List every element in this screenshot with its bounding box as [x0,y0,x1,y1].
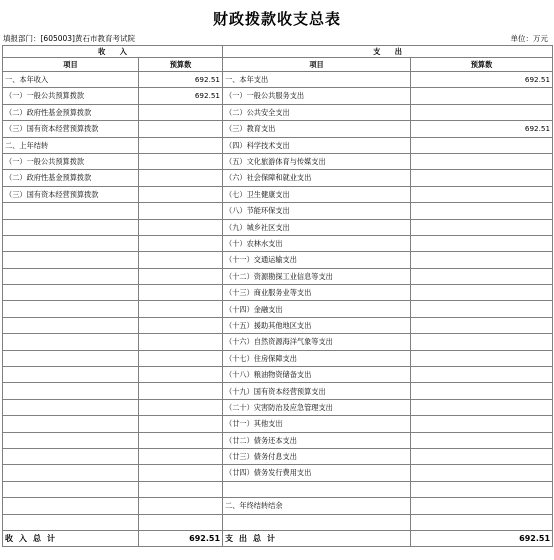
income-budget-cell [139,137,223,153]
expense-budget-cell [411,383,553,399]
expense-total-label: 支出总计 [223,530,411,546]
expense-budget-cell [411,416,553,432]
expense-item-cell: （十五）援助其他地区支出 [223,317,411,333]
income-item-cell [3,514,139,530]
expense-item-cell: （三）教育支出 [223,121,411,137]
expense-budget-cell [411,137,553,153]
table-row [3,350,553,366]
income-item-cell [3,448,139,464]
expense-budget-cell [411,448,553,464]
report-title: 财政拨款收支总表 [212,10,341,28]
expense-budget-header: 预算数 [411,58,553,72]
expense-budget-cell [411,268,553,284]
expense-item-cell: （十六）自然资源海洋气象等支出 [223,334,411,350]
income-budget-cell [139,203,223,219]
table-row [3,170,553,186]
table-row [3,285,553,301]
income-budget-cell [139,317,223,333]
expense-budget-cell [411,170,553,186]
budget-summary-table [2,45,553,547]
expense-budget-cell [411,153,553,169]
expense-item-header: 项目 [223,58,411,72]
income-total-label: 收入总计 [3,530,139,546]
income-item-cell [3,465,139,481]
reporting-unit: 填报部门：[605003]黄石市教育考试院 [3,34,135,43]
income-item-cell [3,367,139,383]
income-item-cell [3,432,139,448]
income-item-cell: （一）一般公共预算拨款 [3,153,139,169]
income-item-cell [3,350,139,366]
expense-item-cell: （廿四）债务发行费用支出 [223,465,411,481]
table-row [3,153,553,169]
income-item-cell: （三）国有资本经营预算拨款 [3,186,139,202]
expense-budget-cell [411,399,553,415]
income-budget-cell [139,252,223,268]
expense-budget-cell [411,252,553,268]
expense-budget-cell: 692.51 [411,121,553,137]
expense-budget-cell [411,104,553,120]
expense-item-cell: （十二）资源勘探工业信息等支出 [223,268,411,284]
income-item-cell [3,285,139,301]
expense-budget-cell [411,432,553,448]
income-budget-cell [139,465,223,481]
income-item-cell [3,235,139,251]
section-header-row [3,46,553,58]
expense-budget-cell [411,481,553,497]
income-budget-cell [139,285,223,301]
income-item-cell [3,498,139,514]
table-row [3,481,553,497]
expense-item-cell: （九）城乡社区支出 [223,219,411,235]
income-budget-cell [139,399,223,415]
expense-section-header: 支 出 [223,46,553,58]
expense-budget-cell [411,514,553,530]
column-header-row [3,58,553,72]
income-budget-cell [139,235,223,251]
income-item-cell [3,301,139,317]
expense-budget-cell [411,285,553,301]
expense-item-cell: （十四）金融支出 [223,301,411,317]
expense-item-cell: （十九）国有资本经营预算支出 [223,383,411,399]
expense-item-cell: 一、本年支出 [223,72,411,88]
table-row [3,448,553,464]
table-row [3,186,553,202]
expense-item-cell: （六）社会保障和就业支出 [223,170,411,186]
table-row [3,235,553,251]
table-row [3,367,553,383]
expense-budget-cell [411,235,553,251]
expense-budget-cell [411,203,553,219]
income-budget-cell [139,219,223,235]
income-item-cell [3,383,139,399]
expense-item-cell [223,514,411,530]
income-budget-cell [139,481,223,497]
expense-item-cell: （八）节能环保支出 [223,203,411,219]
table-row [3,104,553,120]
expense-budget-cell [411,219,553,235]
income-budget-cell [139,170,223,186]
expense-item-cell: （十三）商业服务业等支出 [223,285,411,301]
income-item-cell [3,334,139,350]
expense-budget-cell: 692.51 [411,72,553,88]
income-item-cell: 一、本年收入 [3,72,139,88]
income-budget-cell [139,498,223,514]
income-section-header: 收 入 [3,46,223,58]
table-row [3,432,553,448]
expense-budget-cell [411,301,553,317]
currency-unit: 单位：万元 [510,34,548,43]
expense-item-cell: （十七）住房保障支出 [223,350,411,366]
table-row [3,383,553,399]
table-row [3,317,553,333]
income-item-cell: （二）政府性基金预算拨款 [3,170,139,186]
income-item-cell [3,481,139,497]
income-budget-cell [139,367,223,383]
income-item-cell [3,203,139,219]
expense-item-cell: （五）文化旅游体育与传媒支出 [223,153,411,169]
expense-item-cell: （一）一般公共服务支出 [223,88,411,104]
table-row [3,203,553,219]
expense-item-cell: （廿一）其他支出 [223,416,411,432]
table-row [3,268,553,284]
income-budget-cell [139,383,223,399]
income-budget-cell [139,432,223,448]
income-budget-cell [139,153,223,169]
table-row [3,514,553,530]
income-budget-cell [139,334,223,350]
expense-budget-cell [411,334,553,350]
income-item-cell: （三）国有资本经营预算拨款 [3,121,139,137]
income-item-cell: （一）一般公共预算拨款 [3,88,139,104]
income-item-cell [3,219,139,235]
income-item-cell: （二）政府性基金预算拨款 [3,104,139,120]
income-budget-cell [139,514,223,530]
table-row [3,301,553,317]
table-row [3,334,553,350]
table-row [3,498,553,514]
expense-item-cell: （廿三）债务付息支出 [223,448,411,464]
table-row [3,137,553,153]
income-item-cell [3,252,139,268]
table-row [3,399,553,415]
table-row [3,72,553,88]
income-budget-cell: 692.51 [139,88,223,104]
table-row [3,252,553,268]
income-item-cell [3,317,139,333]
expense-item-cell: （七）卫生健康支出 [223,186,411,202]
income-budget-cell [139,416,223,432]
table-row [3,219,553,235]
income-budget-cell [139,301,223,317]
income-budget-cell: 692.51 [139,72,223,88]
income-budget-cell [139,448,223,464]
income-item-cell [3,416,139,432]
income-budget-cell [139,121,223,137]
expense-budget-cell [411,317,553,333]
table-row [3,465,553,481]
expense-budget-cell [411,465,553,481]
income-total-value: 692.51 [139,530,223,546]
income-item-cell: 二、上年结转 [3,137,139,153]
income-budget-cell [139,268,223,284]
expense-budget-cell [411,88,553,104]
income-budget-cell [139,104,223,120]
expense-item-cell: （二）公共安全支出 [223,104,411,120]
expense-item-cell: （十一）交通运输支出 [223,252,411,268]
expense-item-cell [223,481,411,497]
income-item-cell [3,268,139,284]
expense-item-cell: （十八）粮油物资储备支出 [223,367,411,383]
income-item-cell [3,399,139,415]
expense-item-cell: （廿二）债务还本支出 [223,432,411,448]
table-row [3,416,553,432]
income-item-header: 项目 [3,58,139,72]
income-budget-cell [139,186,223,202]
table-row [3,88,553,104]
income-budget-header: 预算数 [139,58,223,72]
expense-item-cell: （四）科学技术支出 [223,137,411,153]
expense-budget-cell [411,350,553,366]
income-budget-cell [139,350,223,366]
expense-item-cell: （二十）灾害防治及应急管理支出 [223,399,411,415]
table-row [3,121,553,137]
expense-item-cell: 二、年终结转结余 [223,498,411,514]
expense-budget-cell [411,186,553,202]
expense-total-value: 692.51 [411,530,553,546]
expense-budget-cell [411,498,553,514]
expense-item-cell: （十）农林水支出 [223,235,411,251]
expense-budget-cell [411,367,553,383]
total-row [3,530,553,546]
